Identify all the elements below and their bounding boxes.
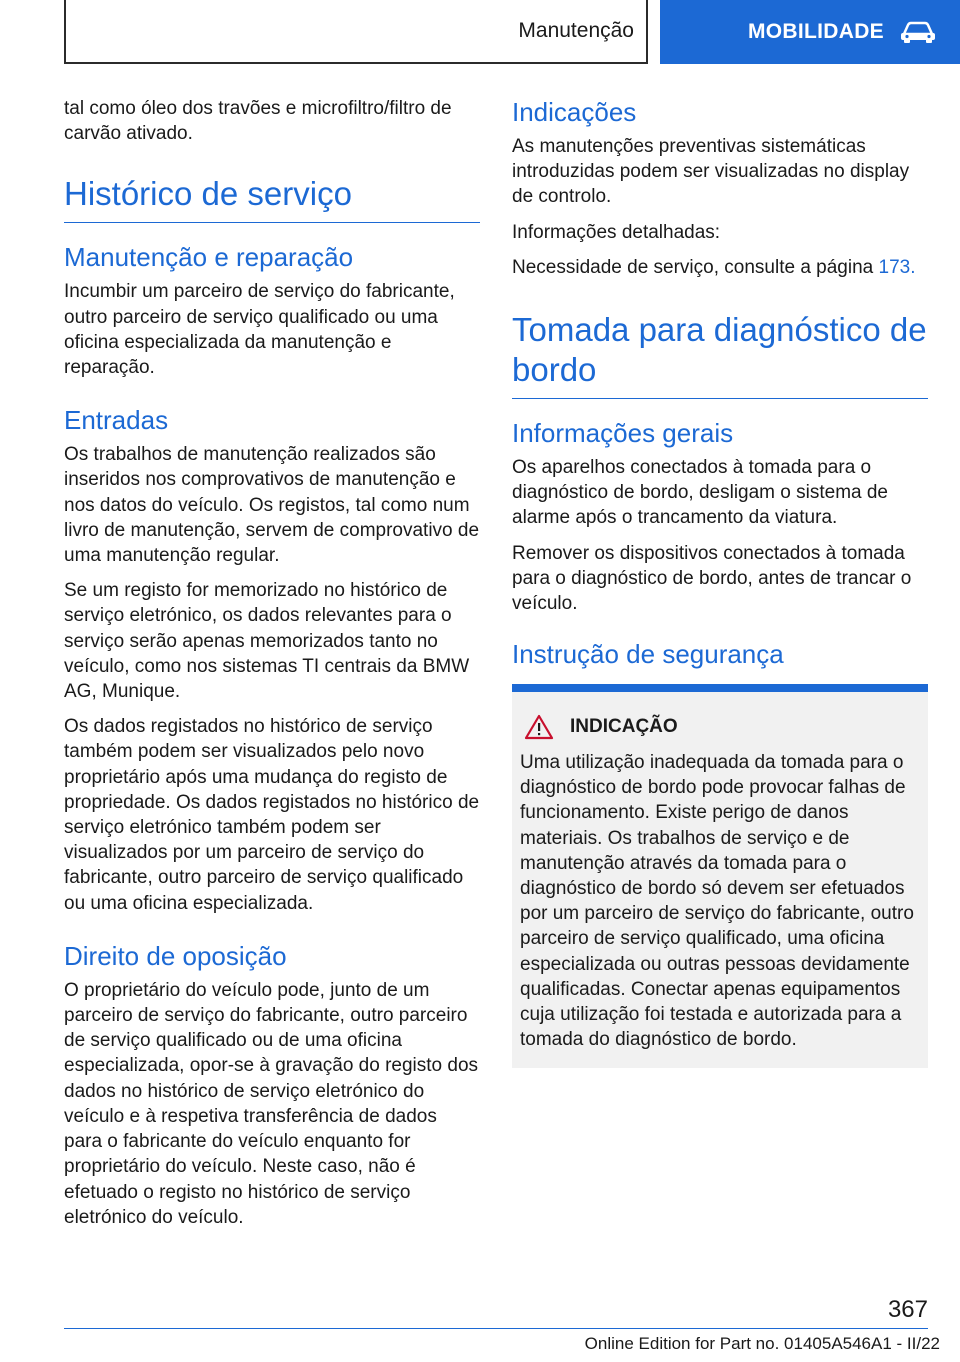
body-paragraph: O proprietário do veículo pode, junto de um parceiro de serviço do fabricante, outro parceiro de serviço qualificado ou de uma oficina especializada, opor-se à gravação do registo dos dados no histórico de serviço eletrónico do veículo e à respetiva transferência de dados para o fabricante do veículo enquanto for proprietário do veículo. Neste caso, não é efetuado o registo no histórico de serviço eletrónico do veículo. <box>64 979 479 1228</box>
section-title-general-info: Informações gerais <box>512 418 734 449</box>
section-title-safety: Instrução de segurança <box>512 639 784 670</box>
header-section-box <box>64 0 648 64</box>
body-paragraph: Informações detalhadas: <box>512 221 721 243</box>
cross-reference-period: . <box>910 256 916 278</box>
body-paragraph: Remover os dispositivos conectados à tomada para o diagnóstico de bordo, antes de trancar o veículo. <box>512 542 912 615</box>
footer-edition: Online Edition for Part no. 01405A546A1 - II/22 <box>584 1334 940 1353</box>
header-chapter-title: MOBILIDADE <box>748 20 884 43</box>
section-title-opposition: Direito de oposição <box>64 940 287 971</box>
footer-rule <box>64 1328 928 1329</box>
warning-label: INDICAÇÃO <box>570 716 678 737</box>
header-section-title: Manutenção <box>518 19 634 42</box>
body-paragraph <box>512 255 928 280</box>
page-number: 367 <box>887 1296 928 1323</box>
cross-reference-text: Necessidade de serviço, consulte a página <box>512 256 879 278</box>
body-paragraph: Os aparelhos conectados à tomada para o diagnóstico de bordo, desligam o sistema de alarme após o trancamento da viatura. <box>512 457 889 529</box>
warning-box <box>512 684 928 1068</box>
section-title-indications: Indicações <box>512 97 637 127</box>
body-paragraph: Incumbir um parceiro de serviço do fabricante, outro parceiro de serviço qualificado ou uma oficina especializada da manutenção e reparação. <box>64 281 455 379</box>
right-column <box>512 96 928 676</box>
body-paragraph: Os dados registados no histórico de serviço também podem ser visualizados pelo novo proprietário após uma mudança do registo de propriedade. Os dados registados no histórico de serviço eletrónico também podem ser visualizados por um parceiro de serviço do fabricante, outro parceiro de serviço qualificado ou uma oficina especializada. <box>64 716 480 914</box>
heading-rule <box>512 310 928 399</box>
section-title-entries: Entradas <box>64 405 169 436</box>
header-chapter-tab[interactable] <box>660 0 960 64</box>
left-column <box>64 96 480 1240</box>
warning-triangle-icon <box>524 714 554 740</box>
heading-rule <box>64 174 480 223</box>
body-paragraph: As manutenções preventivas sistemáticas introduzidas podem ser visualizadas no display de controlo. <box>512 136 910 208</box>
intro-paragraph: tal como óleo dos travões e microfiltro/filtro de carvão ativado. <box>64 98 452 145</box>
body-paragraph: Se um registo for memorizado no histórico de serviço eletrónico, os dados relevantes para o serviço serão apenas memorizados tanto no veículo, como nos sistemas TI centrais da BMW AG, Munique. <box>64 580 470 703</box>
warning-header <box>520 714 922 740</box>
page-reference-link[interactable]: 173 <box>878 256 911 278</box>
page-title-diagnostic-socket: Tomada para diagnóstico de bordo <box>512 311 927 389</box>
page-title-service-history: Histórico de serviço <box>64 175 352 213</box>
warning-text: Uma utilização inadequada da tomada para o diagnóstico de bordo pode provocar falhas de funcionamento. Existe perigo de danos materiais. Os trabalhos de serviço e de manutenção através da tomada para o diagnóstico de bordo só devem ser efetuados por um parceiro de serviço do fabricante, outro parceiro de serviço qualificado, uma oficina especializada ou outras pessoas devidamente qualificadas. Conectar apenas equipamentos cuja utilização foi testada e autorizada para a tomada do diagnóstico de bordo. <box>520 752 914 1051</box>
car-icon <box>898 20 938 44</box>
section-title-maintenance: Manutenção e reparação <box>64 242 354 273</box>
body-paragraph: Os trabalhos de manutenção realizados são inseridos nos comprovativos de manutenção e nos datos do veículo. Os registos, tal como num livro de manutenção, servem de comprovativo de uma manutenção regular. <box>64 444 480 567</box>
